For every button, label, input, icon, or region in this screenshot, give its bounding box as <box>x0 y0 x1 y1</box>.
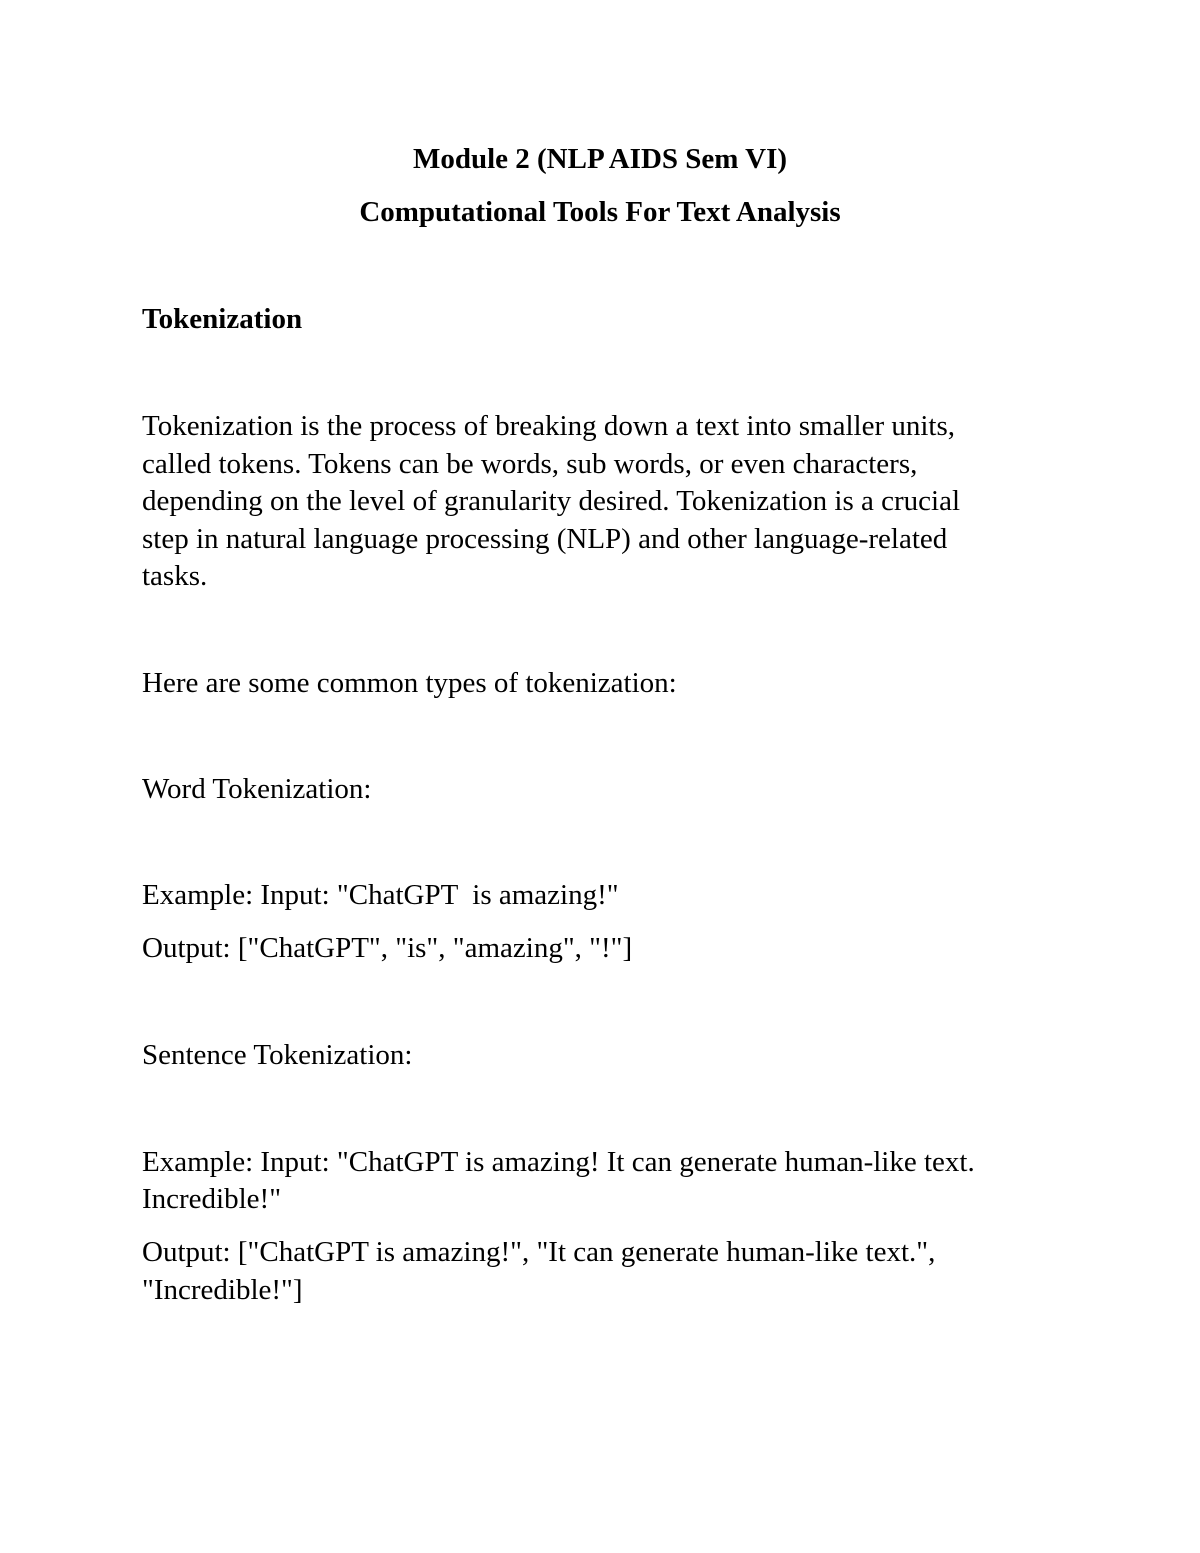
sentence-tokenization-output-line: Output: ["ChatGPT is amazing!", "It can generate human-like text.", <box>142 1236 936 1268</box>
word-tokenization-label: Word Tokenization: <box>142 773 372 805</box>
intro-line: Tokenization is the process of breaking down a text into smaller units, <box>142 410 956 442</box>
word-tokenization-output: Output: ["ChatGPT", "is", "amazing", "!"] <box>142 932 633 964</box>
intro-line: tasks. <box>142 560 208 592</box>
intro-line: called tokens. Tokens can be words, sub words, or even characters, <box>142 448 918 480</box>
intro-line: depending on the level of granularity desired. Tokenization is a crucial <box>142 485 961 517</box>
word-tokenization-example: Example: Input: "ChatGPT is amazing!" <box>142 879 619 911</box>
sentence-tokenization-label: Sentence Tokenization: <box>142 1039 413 1071</box>
sentence-tokenization-example-line: Incredible!" <box>142 1183 282 1215</box>
section-heading-tokenization: Tokenization <box>142 303 303 335</box>
document-subtitle: Computational Tools For Text Analysis <box>359 196 841 228</box>
intro-line: step in natural language processing (NLP) and other language-related <box>142 523 948 555</box>
types-intro-text: Here are some common types of tokenization: <box>142 667 677 699</box>
sentence-tokenization-output-line: "Incredible!"] <box>142 1274 303 1306</box>
document-title: Module 2 (NLP AIDS Sem VI) <box>412 143 788 175</box>
sentence-tokenization-example-line: Example: Input: "ChatGPT is amazing! It can generate human-like text. <box>142 1146 975 1178</box>
